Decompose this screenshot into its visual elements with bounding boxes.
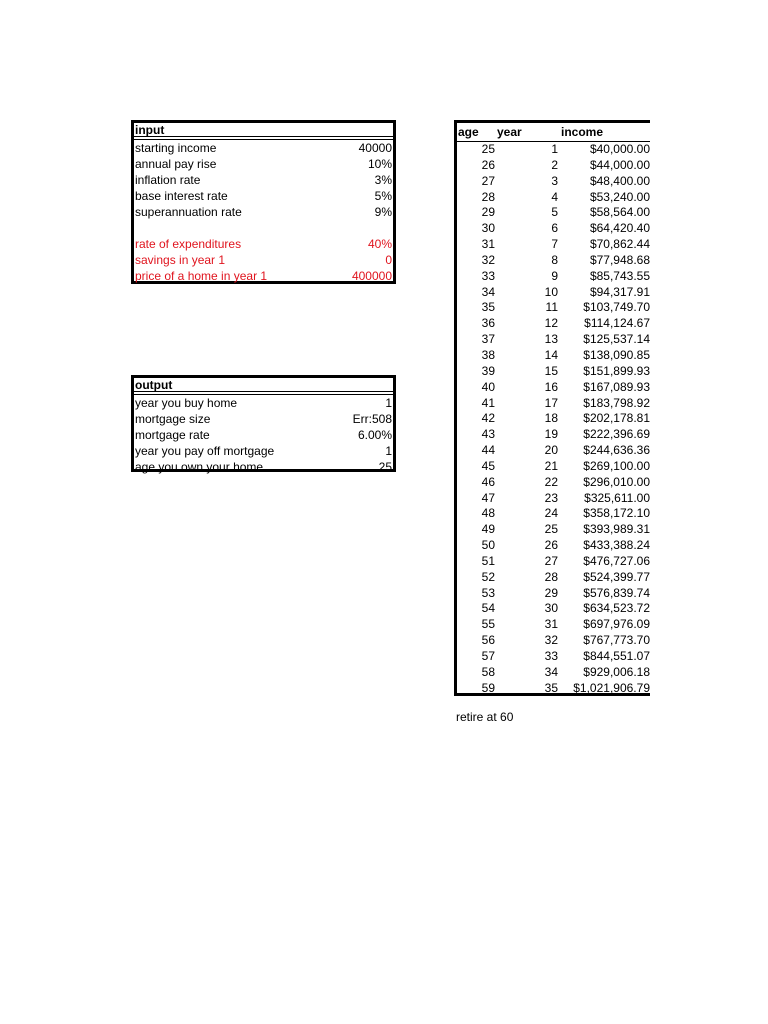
cell-income: $767,773.70 [583,633,650,648]
cell-income: $58,564.00 [589,205,650,220]
cell-year: 22 [544,474,558,489]
cell-age: 27 [481,173,495,188]
table-row[interactable] [457,205,650,221]
table-row[interactable] [457,190,650,206]
cell-income: $94,317.91 [589,284,650,299]
cell-year: 16 [544,379,558,394]
table-row[interactable] [457,681,650,697]
cell-label: mortgage size [135,412,211,426]
cell-year: 26 [544,538,558,553]
input-row-starting-income[interactable] [134,140,393,156]
column-header-year: year [497,125,522,139]
cell-year: 24 [544,506,558,521]
cell-income: $576,839.74 [583,585,650,600]
cell-year: 11 [545,300,558,315]
cell-value: 0 [385,253,392,267]
cell-age: 35 [481,300,495,315]
input-row-savings-in-year-1[interactable] [134,252,393,268]
cell-age: 29 [481,205,495,220]
column-header-age: age [458,125,479,139]
cell-income: $433,388.24 [583,538,650,553]
cell-year: 8 [551,252,558,267]
cell-label: age you own your home [135,460,264,474]
table-row[interactable] [457,380,650,396]
cell-value: 40000 [358,141,392,155]
retire-note: retire at 60 [456,710,514,724]
table-row[interactable] [457,586,650,602]
table-row[interactable] [457,554,650,570]
cell-income: $125,537.14 [583,332,650,347]
cell-year: 13 [544,332,558,347]
cell-age: 49 [481,522,495,537]
table-row[interactable] [457,665,650,681]
input-header: input [134,123,393,137]
cell-age: 58 [481,664,495,679]
output-header: output [134,378,393,392]
cell-age: 48 [481,506,495,521]
cell-income: $393,989.31 [583,522,650,537]
cell-value: 40% [367,237,392,251]
cell-year: 23 [544,490,558,505]
table-row[interactable] [457,269,650,285]
table-row[interactable] [457,443,650,459]
cell-income: $40,000.00 [589,142,650,156]
cell-year: 19 [544,427,558,442]
cell-year: 20 [544,443,558,458]
cell-label: year you pay off mortgage [135,444,275,458]
cell-year: 35 [544,680,558,695]
table-row[interactable] [457,332,650,348]
income-table-header [457,123,650,142]
cell-value: 25 [378,460,392,474]
cell-year: 1 [551,142,558,156]
cell-age: 46 [481,474,495,489]
cell-income: $70,862.44 [589,237,650,252]
cell-value: 6.00% [357,428,392,442]
cell-year: 10 [544,284,558,299]
table-row[interactable] [457,348,650,364]
cell-income: $929,006.18 [583,664,650,679]
cell-value: 1 [385,396,392,410]
cell-label: base interest rate [135,189,228,203]
column-header-income: income [561,125,604,139]
cell-value: 5% [374,189,392,203]
cell-income: $697,976.09 [583,617,650,632]
table-row[interactable] [457,633,650,649]
cell-income: $167,089.93 [583,379,650,394]
cell-year: 25 [544,522,558,537]
cell-age: 51 [481,553,495,568]
cell-age: 47 [481,490,495,505]
cell-age: 56 [481,633,495,648]
cell-year: 7 [551,237,558,252]
cell-age: 28 [481,189,495,204]
cell-age: 32 [481,252,495,267]
cell-year: 9 [551,268,558,283]
cell-income: $524,399.77 [583,569,650,584]
cell-age: 55 [481,617,495,632]
cell-value: 1 [385,444,392,458]
output-row-age-own-home[interactable] [134,459,393,475]
table-row[interactable] [457,364,650,380]
cell-year: 29 [544,585,558,600]
cell-income: $44,000.00 [589,157,650,172]
cell-value: 400000 [351,269,392,283]
cell-income: $85,743.55 [589,268,650,283]
cell-label: mortgage rate [135,428,210,442]
cell-year: 34 [544,664,558,679]
cell-year: 15 [544,363,558,378]
table-row[interactable] [457,237,650,253]
cell-label: price of a home in year 1 [135,269,268,283]
cell-value: 9% [374,205,392,219]
cell-year: 28 [544,569,558,584]
cell-year: 3 [551,173,558,188]
cell-income: $103,749.70 [583,300,650,315]
table-row[interactable] [457,491,650,507]
input-row-inflation-rate[interactable] [134,172,393,188]
cell-year: 21 [544,458,558,473]
table-row[interactable] [457,253,650,269]
cell-year: 5 [551,205,558,220]
cell-income: $844,551.07 [583,649,650,663]
cell-income: $244,636.36 [583,443,650,458]
cell-income: $325,611.00 [584,490,650,505]
table-row[interactable] [457,158,650,174]
table-row[interactable] [457,538,650,554]
cell-age: 30 [481,221,495,236]
table-row[interactable] [457,459,650,475]
cell-age: 36 [481,316,495,331]
cell-year: 12 [544,316,558,331]
table-row[interactable] [457,142,650,158]
table-row[interactable] [457,411,650,427]
cell-income: $77,948.68 [589,252,650,267]
cell-age: 33 [481,268,495,283]
input-row-base-interest-rate[interactable] [134,188,393,204]
output-table [131,375,396,472]
cell-label: inflation rate [135,173,201,187]
cell-income: $138,090.85 [583,347,650,362]
cell-age: 38 [481,347,495,362]
cell-age: 26 [481,157,495,172]
income-table [454,120,650,696]
cell-age: 37 [481,332,495,347]
table-row[interactable] [457,221,650,237]
input-table [131,120,396,284]
table-row[interactable] [457,396,650,412]
cell-income: $48,400.00 [589,173,650,188]
cell-age: 44 [481,443,495,458]
income-table-body [457,142,650,697]
cell-income: $151,899.93 [583,363,650,378]
cell-year: 32 [544,633,558,648]
output-row-year-buy-home[interactable] [134,395,393,411]
input-rows [134,140,393,284]
cell-age: 34 [481,284,495,299]
output-row-mortgage-size[interactable] [134,411,393,427]
cell-income: $53,240.00 [589,189,650,204]
cell-income: $202,178.81 [583,411,650,426]
cell-income: $476,727.06 [583,553,650,568]
cell-age: 57 [481,649,495,663]
cell-age: 31 [481,237,495,252]
table-row[interactable] [457,601,650,617]
cell-value: 3% [374,173,392,187]
cell-age: 54 [481,601,495,616]
input-row-rate-of-expenditures[interactable] [134,236,393,252]
input-row-price-of-home[interactable] [134,268,393,284]
cell-value: Err:508 [352,412,392,426]
cell-income: $114,124.67 [584,316,650,331]
table-row[interactable] [457,649,650,665]
cell-income: $222,396.69 [583,427,650,442]
cell-income: $358,172.10 [583,506,650,521]
cell-label: savings in year 1 [135,253,226,267]
cell-income: $1,021,906.79 [573,680,650,695]
cell-age: 25 [481,142,495,156]
table-row[interactable] [457,427,650,443]
table-row[interactable] [457,174,650,190]
cell-age: 45 [481,458,495,473]
cell-year: 27 [544,553,558,568]
table-row[interactable] [457,617,650,633]
cell-label: superannuation rate [135,205,242,219]
cell-age: 43 [481,427,495,442]
cell-age: 59 [481,680,495,695]
input-row-superannuation-rate[interactable] [134,204,393,220]
cell-income: $269,100.00 [583,458,650,473]
cell-age: 42 [481,411,495,426]
table-row[interactable] [457,475,650,491]
blank-row [134,220,393,236]
cell-value: 10% [367,157,392,171]
cell-income: $64,420.40 [589,221,650,236]
cell-year: 2 [551,157,558,172]
cell-year: 30 [544,601,558,616]
table-row[interactable] [457,316,650,332]
cell-year: 6 [551,221,558,236]
cell-income: $634,523.72 [583,601,650,616]
cell-year: 14 [544,347,558,362]
cell-label: year you buy home [135,396,238,410]
table-row[interactable] [457,522,650,538]
cell-year: 18 [544,411,558,426]
cell-year: 33 [544,649,558,663]
cell-age: 50 [481,538,495,553]
cell-age: 39 [481,363,495,378]
table-row[interactable] [457,506,650,522]
cell-label: starting income [135,141,217,155]
cell-year: 4 [551,189,558,204]
cell-income: $183,798.92 [583,395,650,410]
cell-year: 17 [544,395,558,410]
cell-age: 52 [481,569,495,584]
cell-year: 31 [544,617,558,632]
output-row-mortgage-rate[interactable] [134,427,393,443]
input-row-annual-pay-rise[interactable] [134,156,393,172]
table-row[interactable] [457,570,650,586]
cell-age: 53 [481,585,495,600]
cell-income: $296,010.00 [583,474,650,489]
cell-age: 41 [481,395,495,410]
output-row-year-pay-off[interactable] [134,443,393,459]
cell-label: annual pay rise [135,157,217,171]
table-row[interactable] [457,285,650,301]
table-row[interactable] [457,300,650,316]
cell-label: rate of expenditures [135,237,242,251]
cell-age: 40 [481,379,495,394]
